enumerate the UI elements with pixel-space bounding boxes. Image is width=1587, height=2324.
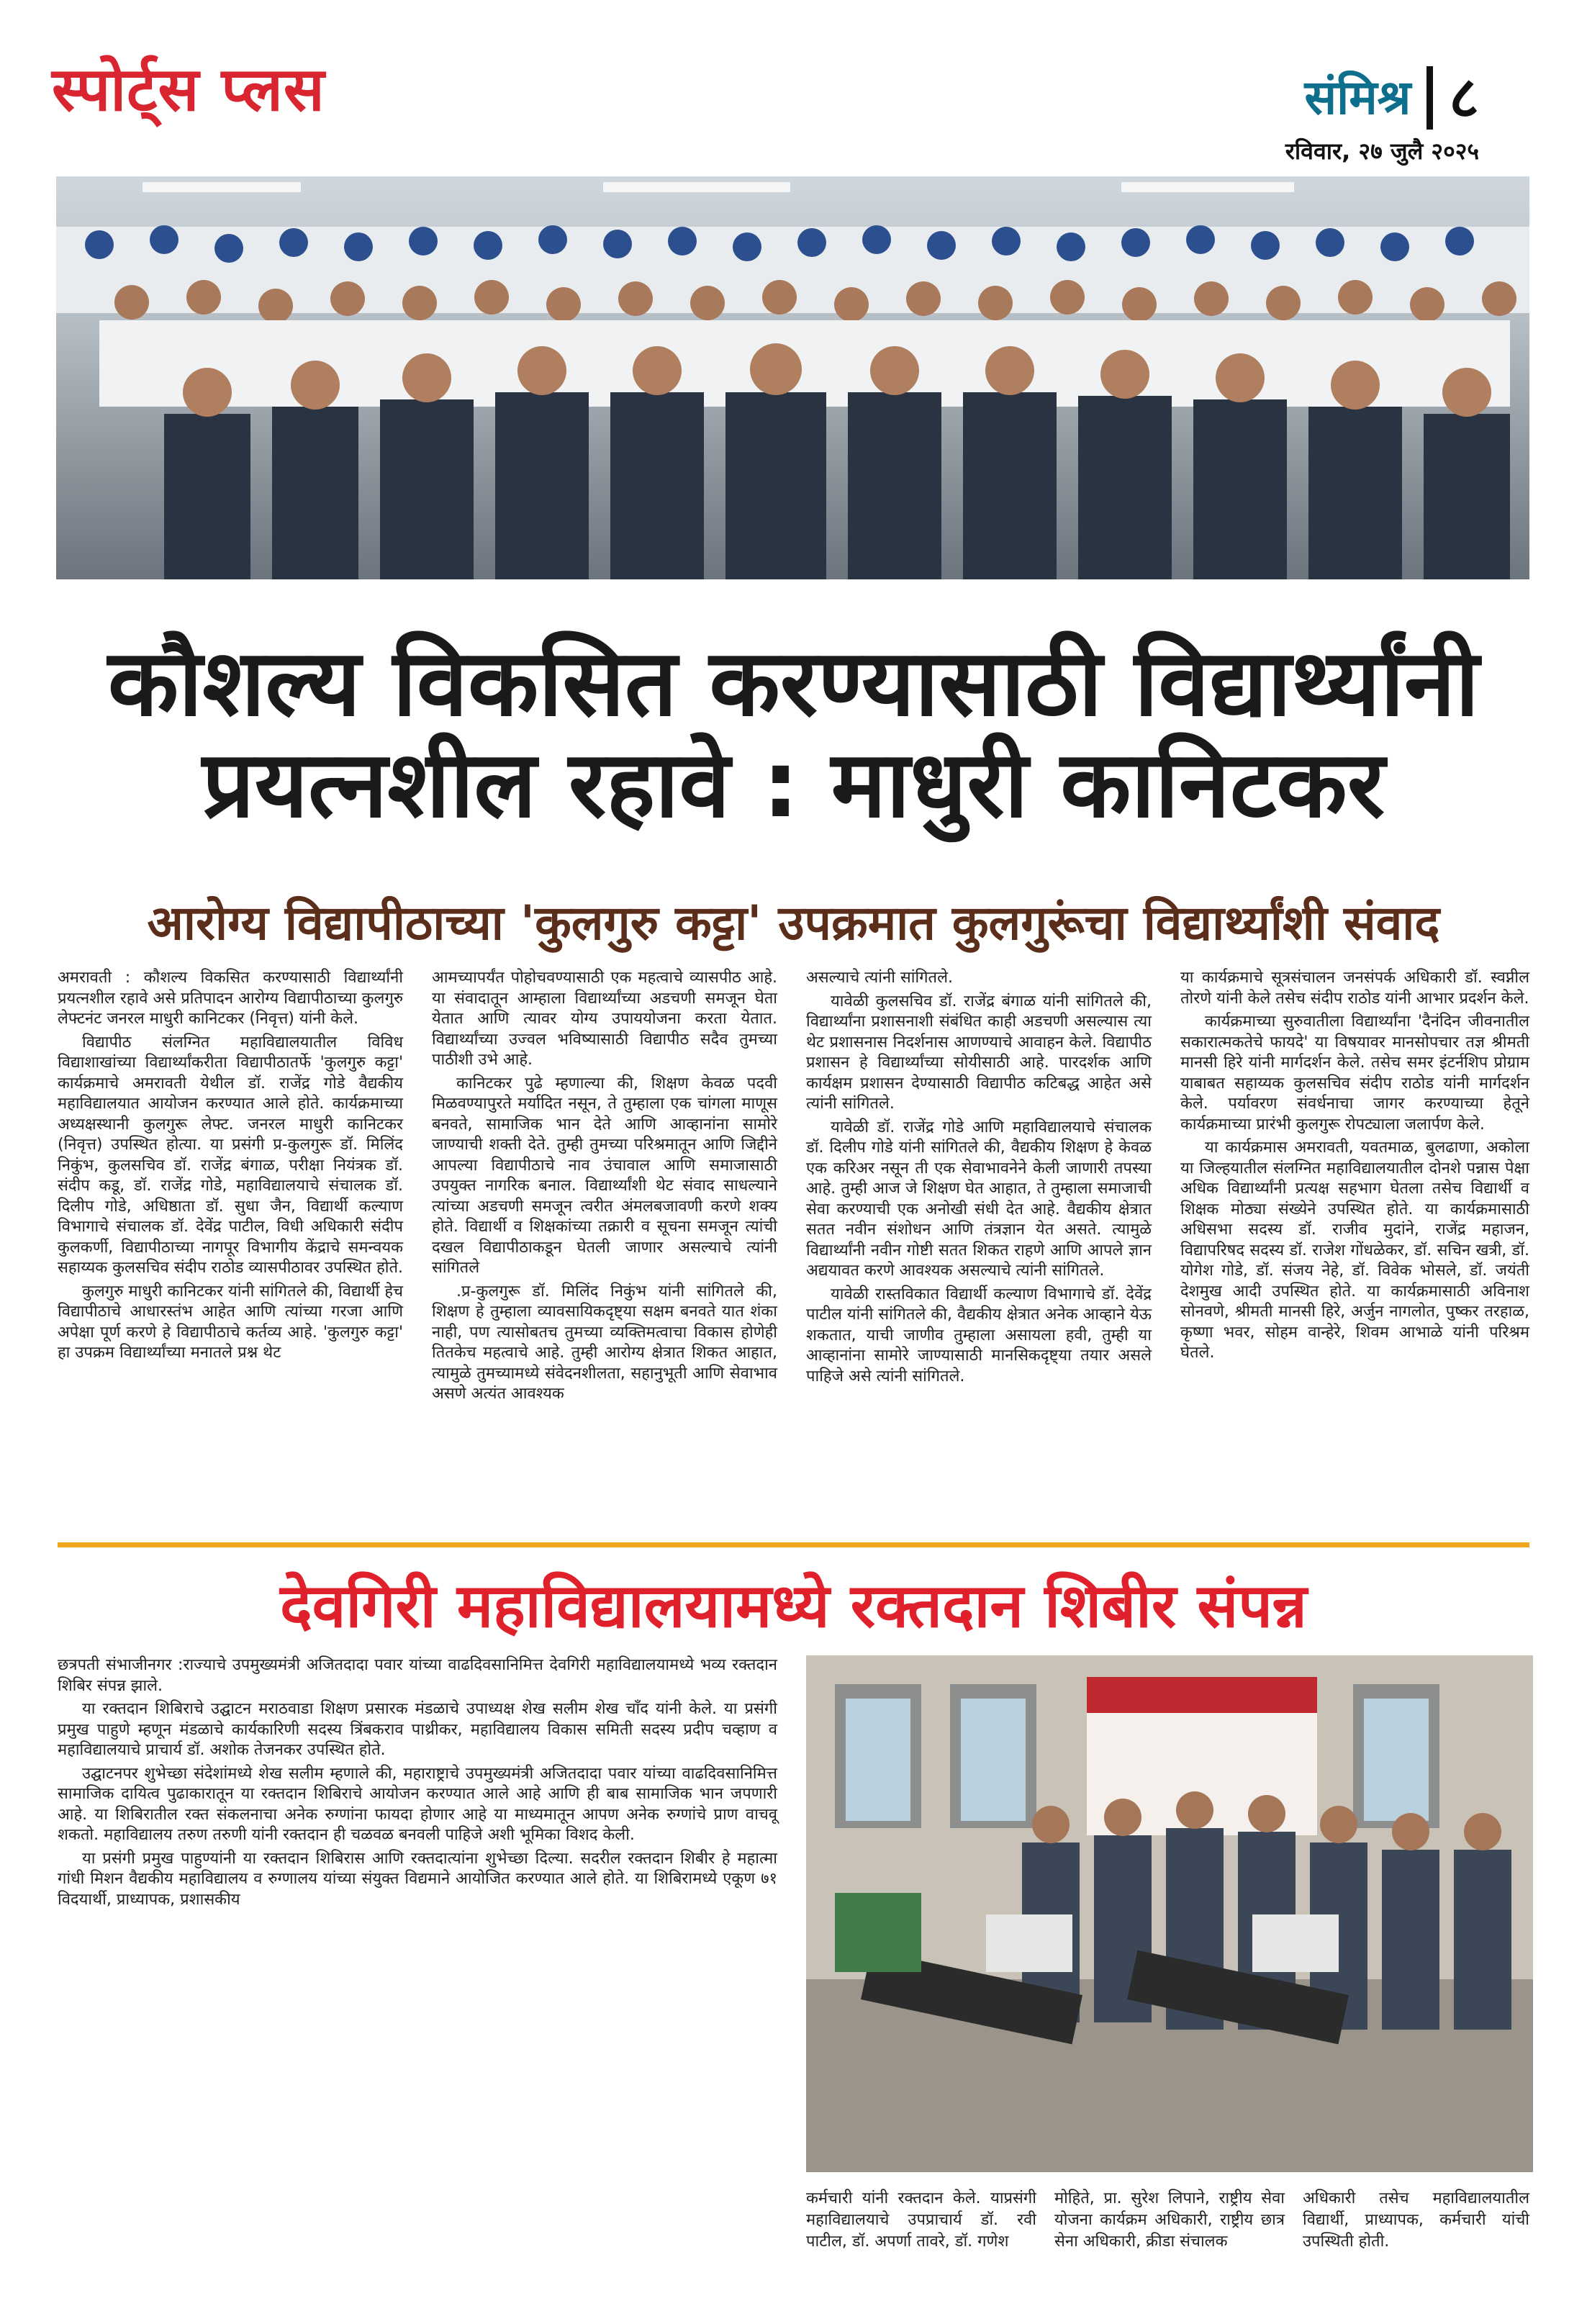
section-block <box>1304 66 1479 130</box>
paragraph: कार्यक्रमाच्या सुरुवातीला विद्यार्थ्यांना 'दैनंदिन जीवनातील सकारात्मकतेचे फायदे' या विषयावर मानसोपचार तज्ञ श्रीमती मानसी हिरे यांनी मार्गदर्शन केले. तसेच समर इंटर्नशिप प्रोग्राम याबाबत सहाय्यक कुलसचिव संदीप राठोड यांनी मार्गदर्शन केले. पर्यावरण संवर्धनाचा जागर करण्याच्या हेतूने कार्यक्रमाच्या प्रारंभी कुलगुरू रोपट्याला जलार्पण केले. <box>1180 1013 1529 1134</box>
main-headline-line1: कौशल्य विकसित करण्यासाठी विद्यार्थ्यांनी <box>107 630 1480 737</box>
paragraph: उद्घाटनपर शुभेच्छा संदेशांमध्ये शेख सलीम म्हणाले की, महाराष्ट्राचे उपमुख्यमंत्री अजितदादा पवार यांच्या वाढदिवसानिमित्त सामाजिक दायित्व पुढाकारातून या रक्तदान शिबिराचे आयोजन करण्यात आले आहे आणि ही बाब सामाजिक भान जपणारी आहे. या शिबिरातील रक्त संकलनाचा अनेक रुग्णांना फायदा होणार आहे या माध्यमातून आपण अनेक रुग्णांचे प्राण वाचवू शकतो. महाविद्यालय तरुण तरुणी यांनी रक्तदान ही चळवळ बनवली पाहिजे अशी भूमिका विशद केली. <box>58 1764 777 1844</box>
paragraph: या प्रसंगी प्रमुख पाहुण्यांनी या रक्तदान शिबिरास आणि रक्तदात्यांना शुभेच्छा दिल्या. सदरील रक्तदान शिबीर हे महात्मा गांधी मिशन वैद्यकीय महाविद्यालय व रुग्णालय यांच्या संयुक्त विद्यमाने आयोजित करण्यात आले होते. या शिबिरामध्ये एकूण ७१ विदयार्थी, प्राध्यापक, प्रशासकीय <box>58 1849 777 1909</box>
blood-donation-photo <box>806 1655 1533 2172</box>
article1-column-1 <box>58 968 403 1529</box>
paragraph: या कार्यक्रमास अमरावती, यवतमाळ, बुलढाणा, अकोला या जिल्हयातील संलग्नित महाविद्यालयातील दोनशे पन्नास पेक्षा अधिक विद्यार्थ्यांनी प्रत्यक्ष सहभाग घेतला तसेच विद्यार्थी व शिक्षक मोठ्या संख्येने उपस्थित होते. या कार्यक्रमासाठी अधिसभा सदस्य डॉ. राजीव मुदांने, राजेंद्र महाजन, विद्यापरिषद सदस्य डॉ. राजेश गोंधळेकर, डॉ. सचिन खत्री, डॉ. योगेश गोडे, डॉ. संजय नेहे, डॉ. विवेक भोसले, डॉ. जयंती देशमुख आदी उपस्थित होते. या कार्यक्रमासाठी अविनाश सोनवणे, श्रीमती मानसी हिरे, अर्जुन नागलोत, पुष्कर तरहाळ, कृष्णा भवर, सोहम वान्हेरे, शिवम आभाळे यांनी परिश्रम घेतले. <box>1180 1139 1529 1362</box>
bottom-column-1: कर्मचारी यांनी रक्तदान केले. याप्रसंगी महाविद्यालयाचे उपप्राचार्य डॉ. रवी पाटील, डॉ. अपर्णा तावरे, डॉ. गणेश <box>806 2189 1036 2251</box>
paragraph: यावेळी डॉ. राजेंद्र गोडे आणि महाविद्यालयाचे संचालक डॉ. दिलीप गोडे यांनी सांगितले की, वैद्यकीय शिक्षण हे केवळ एक करिअर नसून ती एक सेवाभावनेने केली जाणारी तपस्या आहे. तुम्ही आज जे शिक्षण घेत आहात, ते तुम्हाला समाजाची सेवा करण्याची एक अनोखी संधी देत आहे. वैद्यकीय क्षेत्रात सतत नवीन संशोधन आणि तंत्रज्ञान येत असते. त्यामुळे विद्यार्थ्यांनी नवीन गोष्टी सतत शिकत राहणे आणि आपले ज्ञान अद्ययावत करणे आवश्यक असल्याचे त्यांनी सांगितले. <box>806 1118 1152 1280</box>
section-name: संमिश्र <box>1304 70 1411 125</box>
main-headline <box>43 630 1544 838</box>
masthead-title: स्पोर्ट्स प्लस <box>52 54 325 125</box>
article1-column-4 <box>1180 968 1529 1529</box>
article1-column-3 <box>806 968 1152 1529</box>
paragraph: कुलगुरु माधुरी कानिटकर यांनी सांगितले की, विद्यार्थी हेच विद्यापीठाचे आधारस्तंभ आहेत आणि त्यांच्या गरजा आणि अपेक्षा पूर्ण करणे हे विद्यापीठाचे कर्तव्य आहे. 'कुलगुरु कट्टा' हा उपक्रम विद्यार्थ्यांच्या मनातले प्रश्न थेट <box>58 1282 403 1362</box>
issue-date: रविवार, २७ जुलै २०२५ <box>1285 137 1479 165</box>
paragraph: अमरावती : कौशल्य विकसित करण्यासाठी विद्यार्थ्यांनी प्रयत्नशील रहावे असे प्रतिपादन आरोग्य विद्यापीठाच्या कुलगुरु लेफ्टनंट जनरल माधुरी कानिटकर (निवृत्त) यांनी केले. <box>58 969 403 1028</box>
paragraph: या कार्यक्रमाचे सूत्रसंचालन जनसंपर्क अधिकारी डॉ. स्वप्नील तोरणे यांनी केले तसेच संदीप राठोड यांनी आभार प्रदर्शन केले. <box>1180 969 1529 1008</box>
article1-column-2 <box>432 968 777 1529</box>
blood-donation-illustration <box>806 1655 1533 2172</box>
bottom-column-3: अधिकारी तसेच महाविद्यालयातील विद्यार्थी, प्राध्यापक, कर्मचारी यांची उपस्थिती होती. <box>1303 2189 1529 2251</box>
paragraph: कानिटकर पुढे म्हणाल्या की, शिक्षण केवळ पदवी मिळवण्यापुरते मर्यादित नसून, ते तुम्हाला एक चांगला माणूस बनवते, सामाजिक भान देते आणि आव्हानांना सामोरे जाण्याची शक्ती देते. तुम्ही तुमच्या परिश्रमातून आणि जिद्दीने आपल्या विद्यापीठाचे नाव उंचावाल आणि समाजासाठी उपयुक्त नागरिक बनाल. विद्यार्थ्यांशी थेट संवाद साधल्याने त्यांच्या अडचणी समजून त्वरीत अंमलबजावणी करणे शक्य होते. विद्यार्थी व शिक्षकांच्या तक्रारी व सूचना समजून त्यांची दखल विद्यापीठाकडून घेतली जाणार असल्याचे त्यांनी सांगितले <box>432 1074 777 1277</box>
sub-headline: आरोग्य विद्यापीठाच्या 'कुलगुरु कट्टा' उपक्रमात कुलगुरूंचा विद्यार्थ्यांशी संवाद <box>147 895 1440 951</box>
group-photo-illustration <box>56 176 1529 579</box>
paragraph: आमच्यापर्यंत पोहोचवण्यासाठी एक महत्वाचे व्यासपीठ आहे. या संवादातून आम्हाला विद्यार्थ्यांच्या अडचणी समजून घेता येतात आणि त्यावर योग्य उपाययोजना करता येतात. विद्यार्थ्यांच्या उज्वल भविष्यासाठी विद्यापीठ सदैव तुमच्या पाठीशी उभे आहे. <box>432 969 777 1069</box>
paragraph: छत्रपती संभाजीनगर :राज्याचे उपमुख्यमंत्री अजितदादा पवार यांच्या वाढदिवसानिमित्त देवगिरी महाविद्यालयामध्ये भव्य रक्तदान शिबिर संपन्न झाले. <box>58 1656 777 1695</box>
page-number: ८ <box>1449 64 1479 131</box>
paragraph: असल्याचे त्यांनी सांगितले. <box>806 969 953 987</box>
article2-column-1 <box>58 1655 777 2274</box>
paragraph: या रक्तदान शिबिराचे उद्घाटन मराठवाडा शिक्षण प्रसारक मंडळाचे उपाध्यक्ष शेख सलीम शेख चाँद यांनी केले. या प्रसंगी प्रमुख पाहुणे म्हणून मंडळाचे कार्यकारिणी सदस्य त्रिंबकराव पाथ्रीकर, महाविद्यालय विकास समिती सदस्य प्रदीप चव्हाण व महाविद्यालयाचे प्राचार्य डॉ. अशोक तेजनकर उपस्थित होते. <box>58 1700 777 1759</box>
bottom-column-2: मोहिते, प्रा. सुरेश लिपाने, राष्ट्रीय सेवा योजना कार्यक्रम अधिकारी, राष्ट्रीय छात्र सेना अधिकारी, क्रीडा संचालक <box>1054 2189 1285 2251</box>
paragraph: यावेळी रास्तविकात विद्यार्थी कल्याण विभागाचे डॉ. देवेंद्र पाटील यांनी सांगितले की, वैद्यकीय क्षेत्रात अनेक आव्हाने येऊ शकतात, याची जाणीव तुम्हाला असायला हवी, तुम्ही या आव्हानांना सामोरे जाण्यासाठी मानसिकदृष्ट्या तयार असले पाहिजे असे त्यांनी सांगितले. <box>806 1285 1152 1385</box>
paragraph: यावेळी कुलसचिव डॉ. राजेंद्र बंगाळ यांनी सांगितले की, विद्यार्थ्यांना प्रशासनाशी संबंधित काही अडचणी असल्यास त्या थेट प्रशासनास निदर्शनास आणण्याचे आवाहन केले. विद्यापीठ प्रशासन हे विद्यार्थ्यांच्या सोयीसाठी आहे. पारदर्शक आणि कार्यक्षम प्रशासन देण्यासाठी विद्यापीठ कटिबद्ध आहेत असे त्यांनी सांगितले. <box>806 992 1152 1113</box>
section-divider-rule <box>58 1542 1529 1547</box>
section-divider <box>1427 66 1433 130</box>
main-headline-line2: प्रयत्नशील रहावे : माधुरी कानिटकर <box>202 731 1385 838</box>
group-photo <box>56 176 1529 579</box>
paragraph: विद्यापीठ संलग्नित महाविद्यालयातील विविध विद्याशाखांच्या विद्यार्थ्यांकरीता विद्यापीठातर्फे 'कुलगुरु कट्टा' कार्यक्रमाचे अमरावती येथील डॉ. राजेंद्र गोडे वैद्यकीय महाविद्यालयात आयोजन करण्यात आले होते. कार्यक्रमाच्या अध्यक्षस्थानी कुलगुरू लेफ्ट. जनरल माधुरी कानिटकर (निवृत्त) उपस्थित होत्या. या प्रसंगी प्र-कुलगुरू डॉ. मिलिंद निकुंभ, कुलसचिव डॉ. राजेंद्र बंगाळ, परीक्षा नियंत्रक डॉ. संदीप कडू, डॉ. राजेंद्र गोडे, महाविद्यालयाचे संचालक डॉ. दिलीप गोडे, अधिष्ठाता डॉ. सुधा जैन, विद्यार्थी कल्याण विभागाचे संचालक डॉ. देवेंद्र पाटील, विधी अधिकारी संदीप कुलकर्णी, विद्यापीठाच्या नागपूर विभागीय केंद्राचे समन्वयक सहाय्यक कुलसचिव संदीप राठोड व्यासपीठावर उपस्थित होते. <box>58 1033 403 1277</box>
blood-donation-headline: देवगिरी महाविद्यालयामध्ये रक्तदान शिबीर संपन्न <box>280 1570 1307 1641</box>
paragraph: .प्र-कुलगुरू डॉ. मिलिंद निकुंभ यांनी सांगितले की, शिक्षण हे तुम्हाला व्यावसायिकदृष्ट्या सक्षम बनवते यात शंका नाही, पण त्यासोबतच तुमच्या व्यक्तिमत्वाचा विकास होणेही तितकेच महत्वाचे आहे. तुम्ही आरोग्य क्षेत्रात शिकत आहात, त्यामुळे तुमच्यामध्ये संवेदनशीलता, सहानुभूती आणि सेवाभाव असणे अत्यंत आवश्यक <box>432 1282 777 1403</box>
